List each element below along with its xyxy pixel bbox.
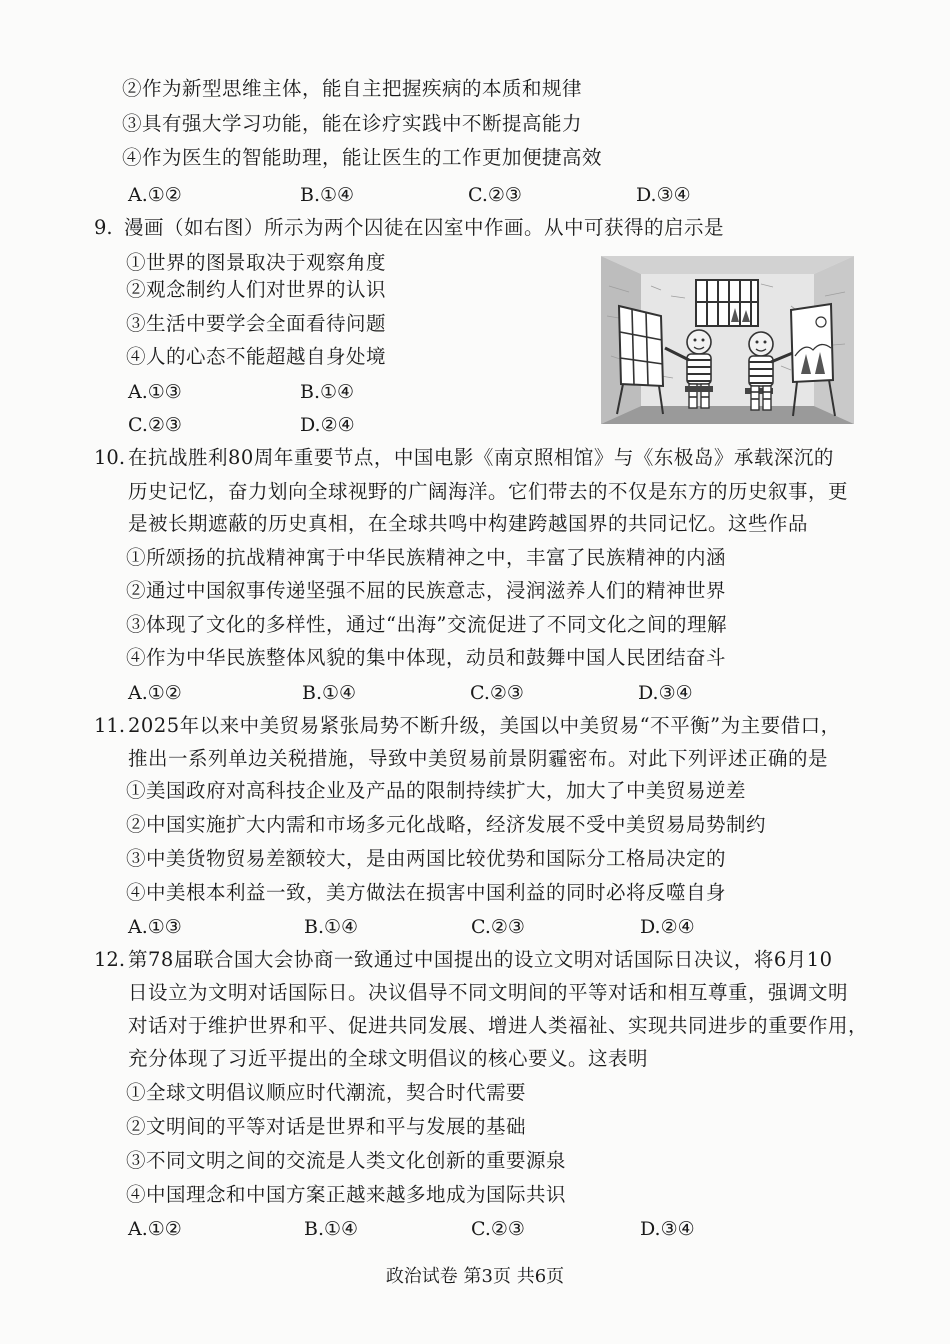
q11-item-3: ③中美货物贸易差额较大，是由两国比较优势和国际分工格局决定的 xyxy=(126,847,727,870)
q10-stem-line-3: 是被长期遮蔽的历史真相，在全球共鸣中构建跨越国界的共同记忆。这些作品 xyxy=(128,512,809,535)
q8-item-2: ②作为新型思维主体，能自主把握疾病的本质和规律 xyxy=(122,77,583,100)
q10-item-4: ④作为中华民族整体风貌的集中体现，动员和鼓舞中国人民团结奋斗 xyxy=(126,646,727,669)
q12-number: 12. xyxy=(94,948,126,971)
q10-stem-line-2: 历史记忆，奋力划向全球视野的广阔海洋。它们带去的不仅是东方的历史叙事，更 xyxy=(128,480,849,503)
q10-option-d: D.③④ xyxy=(638,682,693,704)
q8-item-3: ③具有强大学习功能，能在诊疗实践中不断提高能力 xyxy=(122,112,583,135)
q12-option-c: C.②③ xyxy=(471,1218,525,1240)
q10-item-3: ③体现了文化的多样性，通过“出海”交流促进了不同文化之间的理解 xyxy=(126,613,727,636)
q8-option-b: B.①④ xyxy=(300,184,355,206)
q8-option-d: D.③④ xyxy=(636,184,691,206)
q8-option-a: A.①② xyxy=(128,184,182,206)
q10-number: 10. xyxy=(94,446,126,469)
q8-item-4: ④作为医生的智能助理，能让医生的工作更加便捷高效 xyxy=(122,146,603,169)
q11-item-2: ②中国实施扩大内需和市场多元化战略，经济发展不受中美贸易局势制约 xyxy=(126,813,767,836)
q10-option-b: B.①④ xyxy=(302,682,357,704)
q11-option-c: C.②③ xyxy=(471,916,525,938)
q12-stem-line-2: 日设立为文明对话国际日。决议倡导不同文明间的平等对话和相互尊重，强调文明 xyxy=(128,981,849,1004)
q11-option-b: B.①④ xyxy=(304,916,359,938)
q11-stem-line-2: 推出一系列单边关税措施，导致中美贸易前景阴霾密布。对此下列评述正确的是 xyxy=(128,747,829,770)
q9-item-4: ④人的心态不能超越自身处境 xyxy=(126,345,387,368)
q11-option-a: A.①③ xyxy=(128,916,182,938)
q9-option-c: C.②③ xyxy=(128,414,182,436)
q11-item-1: ①美国政府对高科技企业及产品的限制持续扩大，加大了中美贸易逆差 xyxy=(126,779,747,802)
q12-stem-line-4: 充分体现了习近平提出的全球文明倡议的核心要义。这表明 xyxy=(128,1047,649,1070)
q12-option-b: B.①④ xyxy=(304,1218,359,1240)
q9-option-d: D.②④ xyxy=(300,414,355,436)
q9-stem: 漫画（如右图）所示为两个囚徒在囚室中作画。从中可获得的启示是 xyxy=(124,216,725,239)
q10-item-2: ②通过中国叙事传递坚强不屈的民族意志，浸润滋养人们的精神世界 xyxy=(126,579,727,602)
q9-item-3: ③生活中要学会全面看待问题 xyxy=(126,312,387,335)
q12-option-d: D.③④ xyxy=(640,1218,695,1240)
q12-item-4: ④中国理念和中国方案正越来越多地成为国际共识 xyxy=(126,1183,567,1206)
q12-option-a: A.①② xyxy=(128,1218,182,1240)
q11-stem-line-1: 2025年以来中美贸易紧张局势不断升级，美国以中美贸易“不平衡”为主要借口， xyxy=(128,714,841,737)
q10-item-1: ①所颂扬的抗战精神寓于中华民族精神之中，丰富了民族精神的内涵 xyxy=(126,546,727,569)
q11-number: 11. xyxy=(94,714,126,737)
q12-item-3: ③不同文明之间的交流是人类文化创新的重要源泉 xyxy=(126,1149,567,1172)
q12-stem-line-1: 第78届联合国大会协商一致通过中国提出的设立文明对话国际日决议，将6月10 xyxy=(128,948,833,971)
q12-stem-line-3: 对话对于维护世界和平、促进共同发展、增进人类福祉、实现共同进步的重要作用， xyxy=(128,1014,869,1037)
q10-option-a: A.①② xyxy=(128,682,182,704)
q9-item-1: ①世界的图景取决于观察角度 xyxy=(126,251,387,274)
q9-option-a: A.①③ xyxy=(128,381,182,403)
page-footer: 政治试卷 第3页 共6页 xyxy=(385,1266,565,1287)
q12-item-1: ①全球文明倡议顺应时代潮流，契合时代需要 xyxy=(126,1081,527,1104)
q10-option-c: C.②③ xyxy=(470,682,524,704)
q11-option-d: D.②④ xyxy=(640,916,695,938)
q8-option-c: C.②③ xyxy=(468,184,522,206)
q12-item-2: ②文明间的平等对话是世界和平与发展的基础 xyxy=(126,1115,527,1138)
cartoon-two-prisoners-painting-icon xyxy=(601,256,854,424)
q9-number: 9. xyxy=(94,216,113,239)
q9-option-b: B.①④ xyxy=(300,381,355,403)
q11-item-4: ④中美根本利益一致，美方做法在损害中国利益的同时必将反噬自身 xyxy=(126,881,727,904)
q10-stem-line-1: 在抗战胜利80周年重要节点，中国电影《南京照相馆》与《东极岛》承载深沉的 xyxy=(128,446,834,469)
q9-item-2: ②观念制约人们对世界的认识 xyxy=(126,278,387,301)
